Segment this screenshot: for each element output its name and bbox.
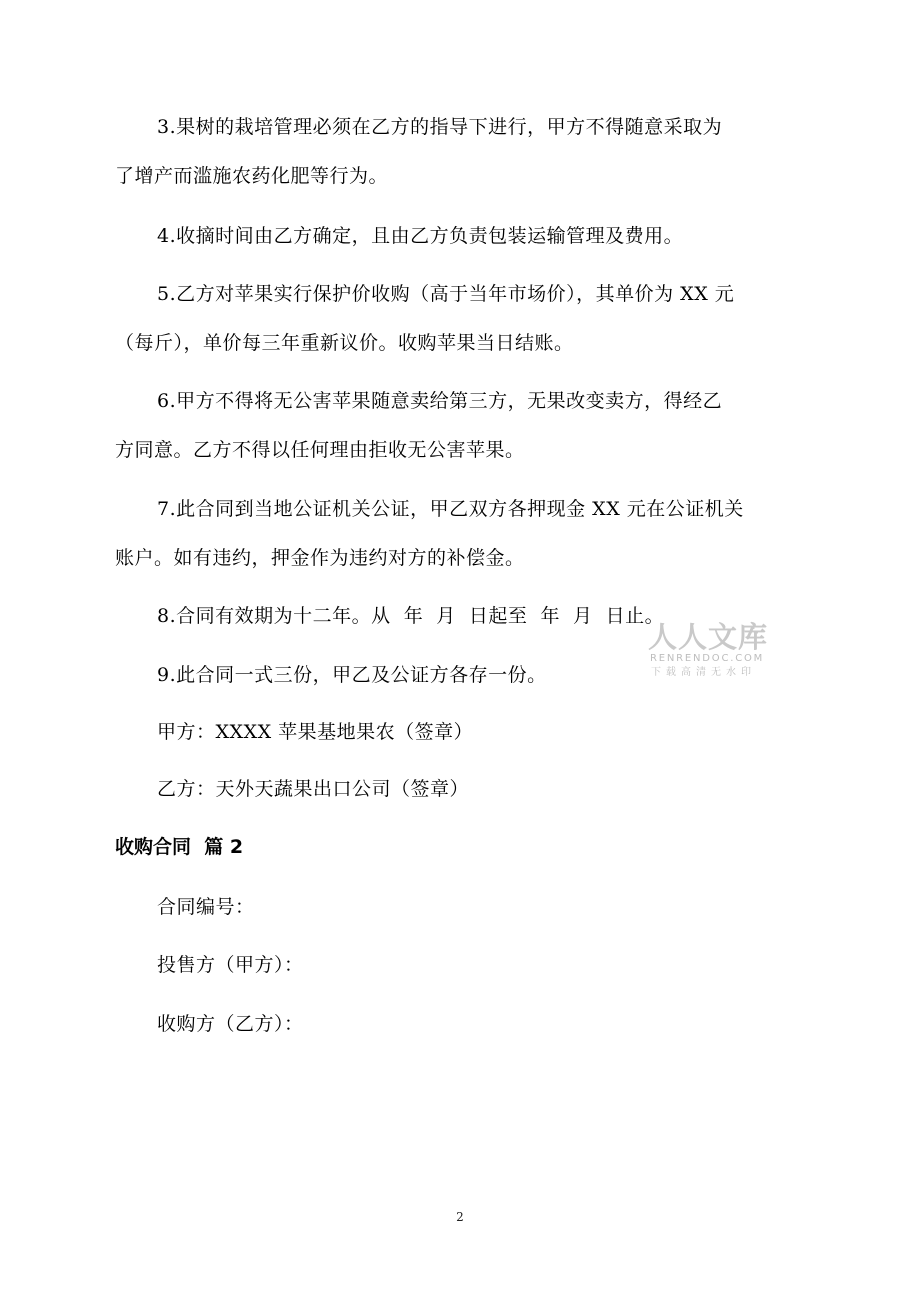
watermark-tagline: 下载高清无水印 — [651, 667, 756, 678]
clause-6-line-2: 方同意。乙方不得以任何理由拒收无公害苹果。 — [115, 439, 525, 461]
contract-number-label: 合同编号： — [157, 896, 255, 918]
clause-4-line-1: 4.收摘时间由乙方确定，且由乙方负责包装运输管理及费用。 — [157, 225, 684, 247]
watermark-title: 人人文库 — [648, 620, 769, 654]
clause-3-line-1: 3.果树的栽培管理必须在乙方的指导下进行，甲方不得随意采取为 — [157, 116, 723, 138]
clause-9-line-1: 9.此合同一式三份，甲乙及公证方各存一份。 — [157, 664, 547, 686]
clause-6-line-1: 6.甲方不得将无公害苹果随意卖给第三方，无果改变卖方，得经乙 — [157, 390, 723, 412]
clause-7-line-2: 账户。如有违约，押金作为违约对方的补偿金。 — [115, 547, 525, 569]
seller-label: 投售方（甲方）： — [157, 954, 304, 976]
watermark-logo — [648, 620, 773, 682]
section-heading: 收购合同 篇 2 — [115, 836, 244, 858]
clause-8-line-1: 8.合同有效期为十二年。从 年 月 日起至 年 月 日止。 — [157, 605, 665, 627]
watermark-domain: RENRENDOC.COM — [650, 653, 765, 664]
clause-3-line-2: 了增产而滥施农药化肥等行为。 — [115, 165, 389, 187]
clause-5-line-2: （每斤），单价每三年重新议价。收购苹果当日结账。 — [115, 332, 574, 354]
clause-5-line-1: 5.乙方对苹果实行保护价收购（高于当年市场价），其单价为 XX 元 — [157, 283, 735, 305]
page-number: 2 — [456, 1210, 464, 1224]
buyer-label: 收购方（乙方）： — [157, 1013, 304, 1035]
party-a-signature: 甲方：XXXX 苹果基地果农（签章） — [157, 721, 474, 743]
party-b-signature: 乙方：天外天蔬果出口公司（签章） — [157, 778, 470, 800]
clause-7-line-1: 7.此合同到当地公证机关公证，甲乙双方各押现金 XX 元在公证机关 — [157, 498, 744, 520]
